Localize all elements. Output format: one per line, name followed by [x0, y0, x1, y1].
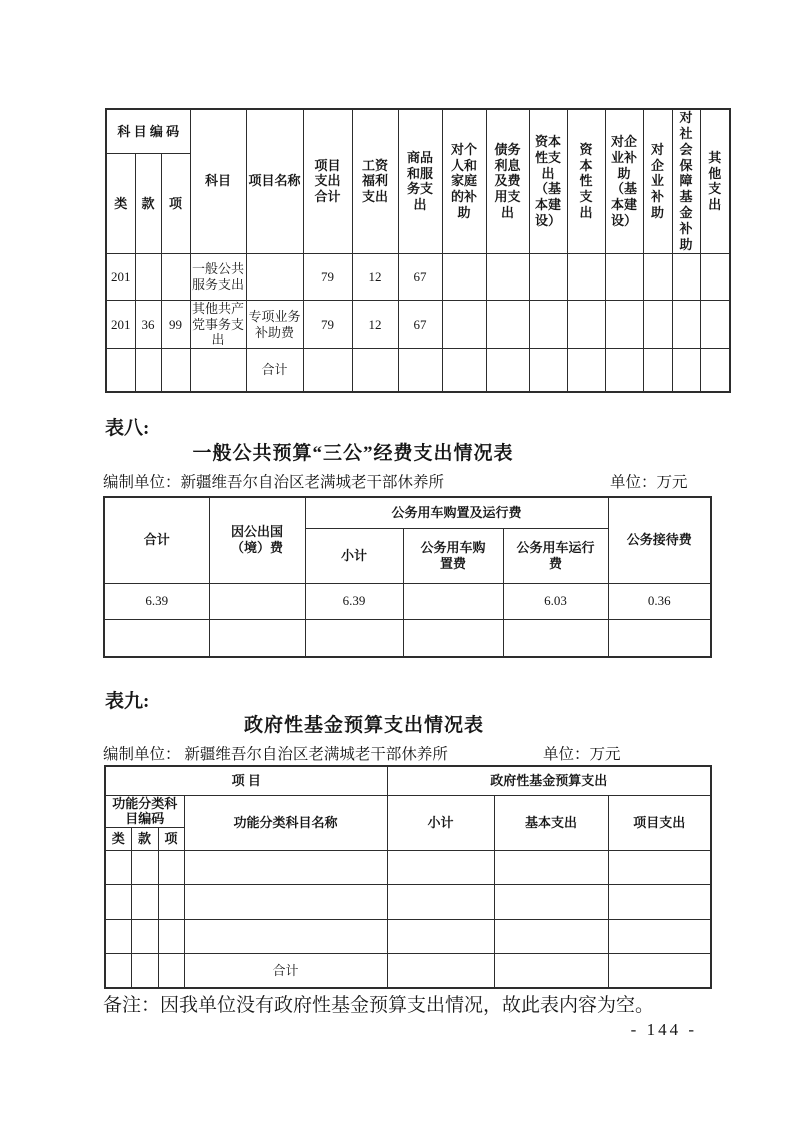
empty-cell [486, 300, 529, 349]
empty-cell [209, 619, 305, 657]
value-cell: 67 [398, 300, 442, 349]
header-vehicle-operation: 公务用车运行费 [503, 528, 608, 583]
value-cell [209, 583, 305, 619]
total-row [106, 349, 730, 392]
empty-cell [700, 300, 730, 349]
table9-caption-row [103, 742, 710, 764]
total-row [105, 954, 711, 988]
table-row [104, 583, 711, 619]
value-cell: 67 [398, 253, 442, 300]
empty-cell [442, 253, 486, 300]
empty-cell [135, 349, 161, 392]
table-row [104, 619, 711, 657]
header-vehicle-span: 公务用车购置及运行费 [305, 497, 608, 528]
empty-cell [567, 253, 605, 300]
header-capital: 资本性支出 [567, 109, 605, 253]
value-cell: 79 [303, 253, 352, 300]
code-item-cell: 99 [161, 300, 190, 349]
empty-cell [352, 349, 398, 392]
empty-cell [105, 851, 131, 885]
empty-cell [442, 300, 486, 349]
empty-cell [672, 300, 700, 349]
empty-cell [105, 954, 131, 988]
empty-cell [486, 349, 529, 392]
header-vehicle-purchase: 公务用车购置费 [403, 528, 503, 583]
empty-cell [486, 253, 529, 300]
empty-cell [158, 851, 184, 885]
empty-cell [494, 920, 608, 954]
header-class: 类 [105, 828, 131, 851]
table9-label: 表九: [105, 691, 150, 712]
empty-cell [494, 885, 608, 920]
value-cell: 12 [352, 300, 398, 349]
header-individual-family-subsidy: 对个人和家庭的补助 [442, 109, 486, 253]
header-subject-code: 科 目 编 码 [106, 109, 190, 154]
empty-cell [398, 349, 442, 392]
header-abroad-expense: 因公出国（境）费 [209, 497, 305, 583]
header-capital-capital-construction: 资本性支出（基本建设） [529, 109, 567, 253]
empty-cell [672, 349, 700, 392]
header-goods-services: 商品和服务支出 [398, 109, 442, 253]
empty-cell [643, 349, 672, 392]
header-project-total: 项目支出合计 [303, 109, 352, 253]
empty-cell [605, 253, 643, 300]
empty-cell [131, 851, 158, 885]
page-number: - 144 - [630, 1020, 697, 1039]
empty-cell [387, 954, 494, 988]
empty-cell [643, 253, 672, 300]
value-cell: 6.39 [104, 583, 209, 619]
total-label-cell: 合计 [246, 349, 303, 392]
empty-cell [305, 619, 403, 657]
empty-cell [105, 885, 131, 920]
project-name-cell [246, 253, 303, 300]
header-other-expenditure: 其他支出 [700, 109, 730, 253]
empty-cell [106, 349, 135, 392]
empty-cell [608, 885, 711, 920]
table9-prepared-by: 编制单位： 新疆维吾尔自治区老满城老干部休养所 [103, 746, 448, 763]
empty-cell [158, 920, 184, 954]
empty-cell [608, 920, 711, 954]
value-cell: 12 [352, 253, 398, 300]
header-subtotal: 小计 [305, 528, 403, 583]
header-project-span: 项 目 [105, 766, 387, 795]
empty-cell [131, 885, 158, 920]
value-cell [403, 583, 503, 619]
header-function-name: 功能分类科目名称 [184, 795, 387, 851]
table8-unit: 单位：万元 [610, 474, 688, 491]
total-label-cell: 合计 [184, 954, 387, 988]
empty-cell [643, 300, 672, 349]
value-cell: 79 [303, 300, 352, 349]
header-enterprise-subsidy-construction: 对企业补助（基本建设） [605, 109, 643, 253]
header-subtotal: 小计 [387, 795, 494, 851]
code-section-cell: 36 [135, 300, 161, 349]
empty-cell [529, 300, 567, 349]
code-class-cell: 201 [106, 253, 135, 300]
subject-cell: 一般公共服务支出 [190, 253, 246, 300]
subject-cell: 其他共产党事务支出 [192, 300, 245, 348]
header-total: 合计 [104, 497, 209, 583]
header-project-name: 项目名称 [246, 109, 303, 253]
empty-cell [494, 954, 608, 988]
table-row [106, 253, 730, 300]
empty-cell [387, 885, 494, 920]
empty-cell [184, 885, 387, 920]
empty-cell [190, 349, 246, 392]
table8-title: 一般公共预算“三公”经费支出情况表 [192, 443, 514, 464]
table9-title: 政府性基金预算支出情况表 [243, 715, 484, 736]
expenditure-detail-table-wrap [105, 108, 731, 393]
empty-cell [184, 851, 387, 885]
empty-cell [442, 349, 486, 392]
header-project-expenditure: 项目支出 [608, 795, 711, 851]
table9-unit: 单位：万元 [543, 746, 621, 763]
expenditure-detail-table [105, 108, 731, 393]
empty-cell [104, 619, 209, 657]
empty-cell [387, 851, 494, 885]
empty-cell [605, 349, 643, 392]
empty-cell [184, 920, 387, 954]
header-item: 项 [158, 828, 184, 851]
code-item-cell [161, 253, 190, 300]
government-fund-table-wrap [104, 765, 712, 989]
table8-prepared-by: 编制单位：新疆维吾尔自治区老满城老干部休养所 [103, 474, 445, 491]
header-section: 款 [135, 154, 161, 254]
empty-cell [387, 920, 494, 954]
empty-cell [303, 349, 352, 392]
empty-cell [158, 954, 184, 988]
empty-cell [105, 920, 131, 954]
header-section: 款 [131, 828, 158, 851]
empty-cell [672, 253, 700, 300]
table-row [105, 851, 711, 885]
project-name-cell: 专项业务补助费 [246, 300, 303, 349]
three-public-expense-table [103, 496, 712, 658]
three-public-expense-table-wrap [103, 496, 712, 658]
value-cell: 0.36 [608, 583, 711, 619]
value-cell: 6.03 [503, 583, 608, 619]
code-section-cell [135, 253, 161, 300]
remark-note: 备注：因我单位没有政府性基金预算支出情况，故此表内容为空。 [103, 995, 655, 1016]
header-social-security-fund-subsidy: 对社会保障基金补助 [672, 109, 700, 253]
header-item: 项 [161, 154, 190, 254]
header-debt-interest: 债务利息及费用支出 [486, 109, 529, 253]
empty-cell [161, 349, 190, 392]
empty-cell [494, 851, 608, 885]
empty-cell [605, 300, 643, 349]
header-reception-expense: 公务接待费 [608, 497, 711, 583]
empty-cell [700, 253, 730, 300]
empty-cell [567, 349, 605, 392]
header-basic-expenditure: 基本支出 [494, 795, 608, 851]
empty-cell [131, 920, 158, 954]
empty-cell [403, 619, 503, 657]
header-salary-welfare: 工资福利支出 [352, 109, 398, 253]
header-fund-span: 政府性基金预算支出 [387, 766, 711, 795]
empty-cell [503, 619, 608, 657]
empty-cell [529, 253, 567, 300]
empty-cell [608, 851, 711, 885]
empty-cell [529, 349, 567, 392]
empty-cell [608, 619, 711, 657]
table-row [105, 885, 711, 920]
value-cell: 6.39 [305, 583, 403, 619]
header-function-code: 功能分类科目编码 [105, 795, 184, 828]
empty-cell [131, 954, 158, 988]
table8-label: 表八: [105, 418, 150, 439]
header-subject: 科目 [190, 109, 246, 253]
table-row [106, 300, 730, 349]
table8-caption-row [103, 470, 710, 492]
empty-cell [608, 954, 711, 988]
table-row [105, 920, 711, 954]
government-fund-table [104, 765, 712, 989]
empty-cell [700, 349, 730, 392]
header-enterprise-subsidy: 对企业补助 [643, 109, 672, 253]
code-class-cell: 201 [106, 300, 135, 349]
header-class: 类 [106, 154, 135, 254]
empty-cell [567, 300, 605, 349]
empty-cell [158, 885, 184, 920]
